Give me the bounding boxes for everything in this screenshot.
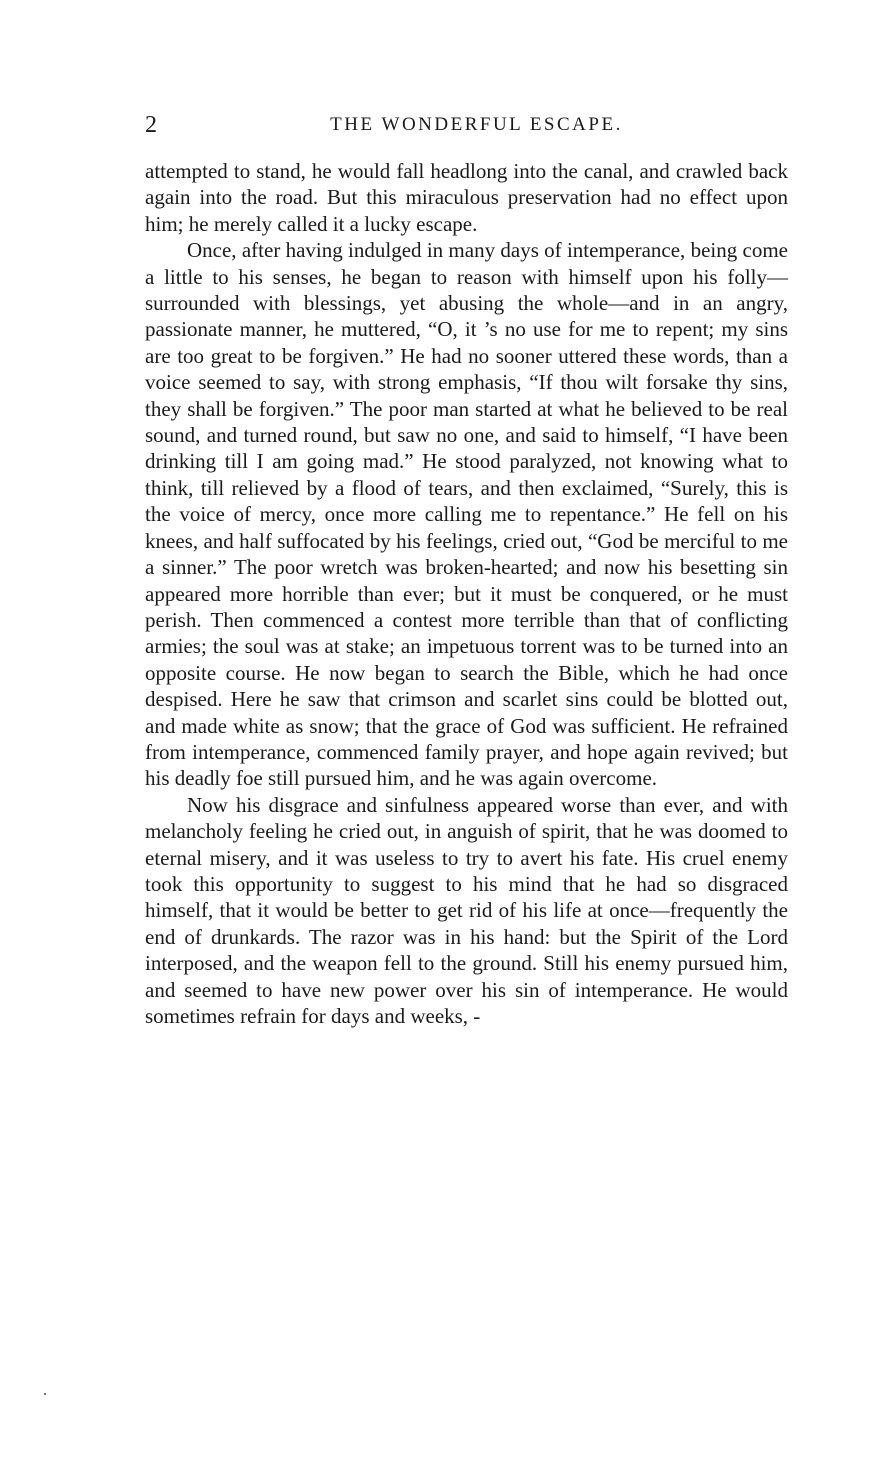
paragraph-continued: attempted to stand, he would fall headlong into the canal, and crawled back again into the road. But this miraculous preservation had no effect upon him; he merely called it a lucky escape. (145, 159, 788, 236)
paragraph: Now his disgrace and sinfulness appeared worse than ever, and with melancholy feeling he cried out, in anguish of spirit, that he was doomed to eternal misery, and it was useless to try to avert his fate. His cruel enemy took this opportunity to suggest to his mind that he had so disgraced himself, that it would be better to get rid of his life at once—frequently the end of drunkards. The razor was in his hand: but the Spirit of the Lord interposed, and the weapon fell to the ground. Still his enemy pursued him, and seemed to have new power over his sin of intemperance. He would sometimes refrain for days and weeks, - (145, 792, 788, 1028)
running-title: THE WONDERFUL ESCAPE. (330, 114, 623, 135)
scan-speck (44, 1393, 46, 1395)
page-number: 2 (145, 112, 157, 138)
running-head (145, 110, 790, 140)
paragraph: Once, after having indulged in many days of intemperance, being come a little to his senses, he began to reason with himself upon his folly—surrounded with blessings, yet abusing the whole—and in an angry, passionate manner, he muttered, “O, it ’s no use for me to repent; my sins are too great to be forgiven.” He had no sooner uttered these words, than a voice seemed to say, with strong emphasis, “If thou wilt forsake thy sins, they shall be forgiven.” The poor man started at what he believed to be real sound, and turned round, but saw no one, and said to himself, “I have been drinking till I am going mad.” He stood paralyzed, not knowing what to think, till relieved by a flood of tears, and then exclaimed, “Surely, this is the voice of mercy, once more calling me to repentance.” He fell on his knees, and half suffocated by his feelings, cried out, “God be merciful to me a sinner.” The poor wretch was broken-hearted; and now his besetting sin appeared more horrible than ever; but it must be conquered, or he must perish. Then commenced a contest more terrible than that of conflicting armies; the soul was at stake; an impetuous torrent was to be turned into an opposite course. He now began to search the Bible, which he had once despised. Here he saw that crimson and scarlet sins could be blotted out, and made white as snow; that the grace of God was sufficient. He refrained from intemperance, commenced family prayer, and hope again revived; but his deadly foe still pursued him, and he was again overcome. (145, 238, 788, 791)
body-text (145, 158, 788, 1029)
